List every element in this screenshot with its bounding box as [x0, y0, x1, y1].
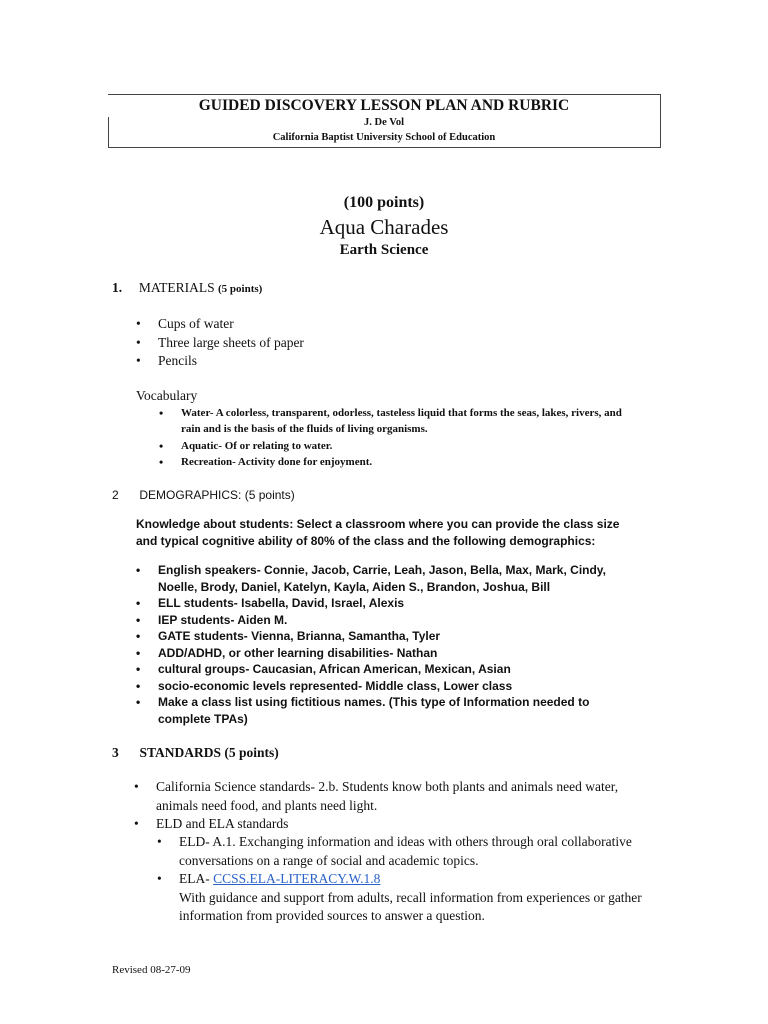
- section-3-heading: [112, 745, 279, 761]
- list-item: • Recreation- Activity done for enjoyment.: [181, 454, 641, 470]
- list-item: • socio-economic levels represented- Middle class, Lower class: [158, 678, 638, 695]
- list-item: • California Science standards- 2.b. Students know both plants and animals need water, animals need food, and plants need light.: [156, 778, 656, 815]
- vocabulary-heading: Vocabulary: [136, 388, 198, 403]
- standards-list: [156, 778, 656, 834]
- section-number: 3: [112, 745, 119, 760]
- author-name: J. De Vol: [364, 117, 404, 128]
- list-item: • Water- A colorless, transparent, odorless, tasteless liquid that forms the seas, lakes, rivers, and rain and is the basis of the fluids of living organisms.: [181, 405, 641, 438]
- list-item: • ELD and ELA standards: [156, 815, 656, 834]
- ela-description: With guidance and support from adults, recall information from experiences or gather information from provided sources to answer a question.: [179, 889, 642, 923]
- standards-sublist: [179, 833, 664, 926]
- materials-list: [158, 315, 558, 371]
- section-title: MATERIALS: [138, 280, 215, 295]
- lesson-title: Aqua Charades: [319, 215, 449, 239]
- list-item: • cultural groups- Caucasian, African American, Mexican, Asian: [158, 661, 638, 678]
- institution-name: California Baptist University School of Education: [272, 132, 496, 143]
- section-title: DEMOGRAPHICS: (5 points): [139, 488, 295, 502]
- list-item: • ELL students- Isabella, David, Israel, Alexis: [158, 595, 638, 612]
- demographics-intro: Knowledge about students: Select a classroom where you can provide the class size and typical cognitive ability of 80% of the class and the following demographics:: [136, 517, 620, 548]
- section-2-heading: [112, 488, 295, 502]
- demographics-list: [158, 562, 638, 727]
- section-number: 2: [112, 488, 119, 502]
- revision-date: Revised 08-27-09: [112, 964, 191, 976]
- list-item: • ELD- A.1. Exchanging information and ideas with others through oral collaborative conversations on a range of social and academic topics.: [179, 833, 664, 870]
- section-number: 1.: [112, 280, 123, 295]
- document-title: GUIDED DISCOVERY LESSON PLAN AND RUBRIC: [198, 97, 570, 114]
- list-item: • Three large sheets of paper: [158, 334, 558, 353]
- section-title: STANDARDS (5 points): [139, 745, 279, 760]
- list-item: [179, 870, 664, 926]
- list-item: • ADD/ADHD, or other learning disabilities- Nathan: [158, 645, 638, 662]
- list-item: • IEP students- Aiden M.: [158, 612, 638, 629]
- ccss-standard-link[interactable]: CCSS.ELA-LITERACY.W.1.8: [213, 871, 381, 886]
- vocabulary-list: [181, 405, 641, 470]
- section-1-heading: [112, 280, 262, 296]
- list-item: • English speakers- Connie, Jacob, Carrie, Leah, Jason, Bella, Max, Mark, Cindy, Noelle, Brody, Daniel, Katelyn, Kayla, Aiden S., Brandon, Joshua, Bill: [158, 562, 638, 595]
- list-item: • Cups of water: [158, 315, 558, 334]
- list-item: • Pencils: [158, 352, 558, 371]
- list-item: • Aquatic- Of or relating to water.: [181, 438, 641, 454]
- ela-label: ELA-: [179, 871, 214, 886]
- total-points: (100 points): [343, 194, 425, 211]
- lesson-subject: Earth Science: [339, 242, 429, 258]
- list-item: • GATE students- Vienna, Brianna, Samantha, Tyler: [158, 628, 638, 645]
- list-item: • Make a class list using fictitious names. (This type of Information needed to complete TPAs): [158, 694, 638, 727]
- section-points: (5 points): [218, 283, 263, 295]
